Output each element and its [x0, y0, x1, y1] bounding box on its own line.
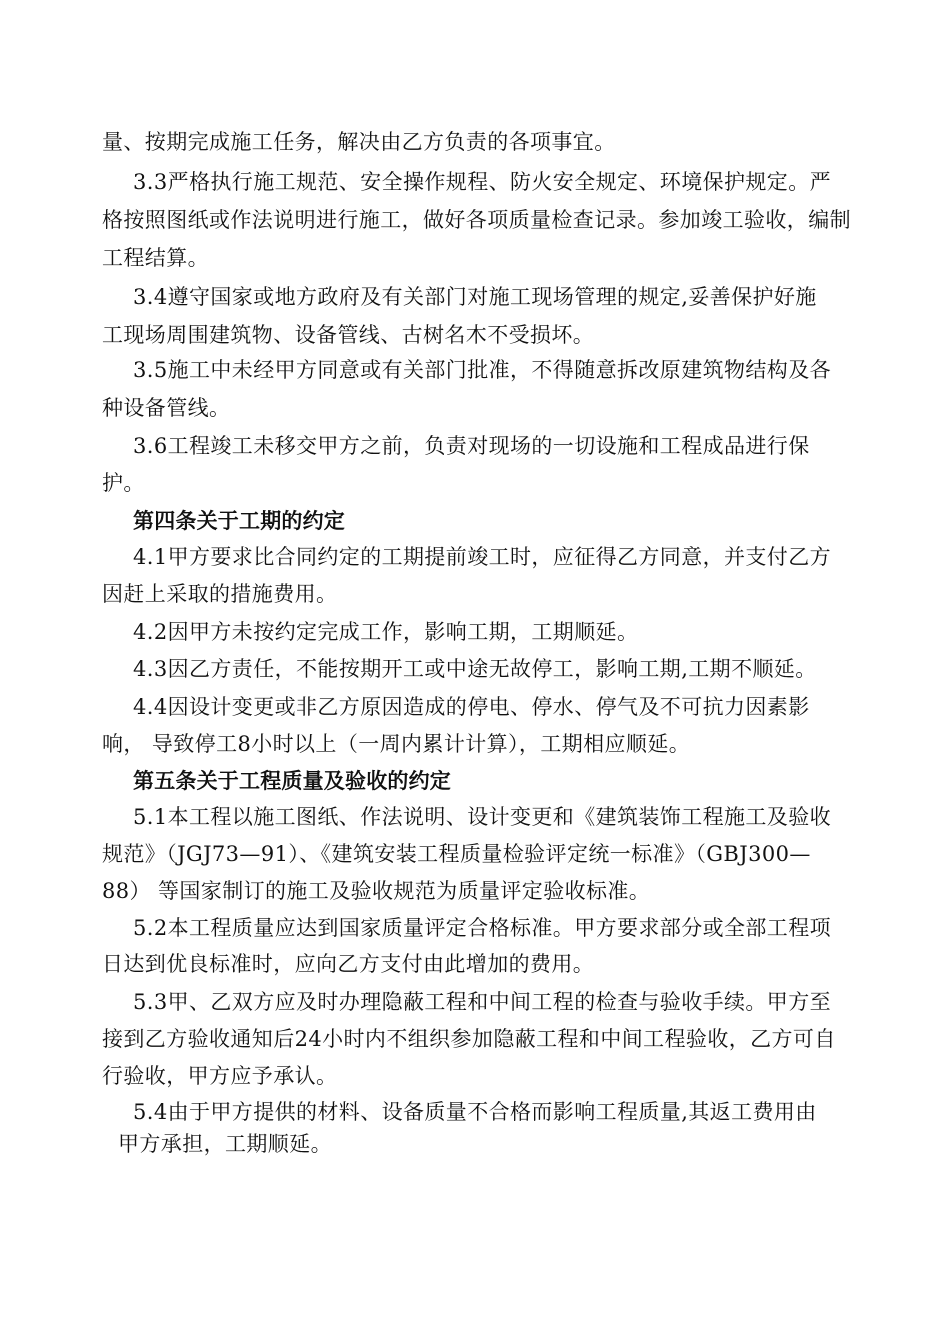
text-line: 种设备管线。 — [102, 396, 231, 420]
text-line: 因赶上采取的措施费用。 — [102, 582, 338, 606]
text-line: 3.5施工中未经甲方同意或有关部门批准，不得随意拆改原建筑物结构及各 — [133, 358, 831, 382]
text-line: 工现场周围建筑物、设备管线、古树名木不受损坏。 — [102, 323, 595, 347]
text-line: 接到乙方验收通知后24小时内不组织参加隐蔽工程和中间工程验收，乙方可自 — [102, 1027, 836, 1051]
text-line: 格按照图纸或作法说明进行施工，做好各项质量检查记录。参加竣工验收，编制 — [102, 208, 851, 232]
text-line: 3.3严格执行施工规范、安全操作规程、防火安全规定、环境保护规定。严 — [133, 170, 831, 194]
text-line: 4.3因乙方责任，不能按期开工或中途无故停工，影响工期,工期不顺延。 — [133, 657, 817, 681]
text-line: 护。 — [102, 471, 145, 495]
text-line: 响， 导致停工8小时以上（一周内累计计算），工期相应顺延。 — [102, 732, 691, 756]
text-line: 4.1甲方要求比合同约定的工期提前竣工时，应征得乙方同意，并支付乙方 — [133, 545, 831, 569]
text-line: 规范》（JGJ73—91）、《建筑安装工程质量检验评定统一标准》（GBJ300— — [102, 842, 811, 866]
text-line: 量、按期完成施工任务，解决由乙方负责的各项事宜。 — [102, 130, 616, 154]
text-line: 3.6工程竣工未移交甲方之前，负责对现场的一切设施和工程成品进行保 — [133, 434, 810, 458]
text-line: 88） 等国家制订的施工及验收规范为质量评定验收标准。 — [102, 879, 651, 903]
section-heading: 第五条关于工程质量及验收的约定 — [133, 769, 451, 793]
text-line: 4.2因甲方未按约定完成工作，影响工期，工期顺延。 — [133, 620, 639, 644]
text-line: 工程结算。 — [102, 246, 209, 270]
text-line: 行验收，甲方应予承认。 — [102, 1064, 338, 1088]
text-line: 5.1本工程以施工图纸、作法说明、设计变更和《建筑装饰工程施工及验收 — [133, 805, 831, 829]
text-line: 5.2本工程质量应达到国家质量评定合格标准。甲方要求部分或全部工程项 — [133, 916, 831, 940]
text-line: 日达到优良标准时，应向乙方支付由此增加的费用。 — [102, 952, 595, 976]
text-line: 5.4由于甲方提供的材料、设备质量不合格而影响工程质量,其返工费用由 — [133, 1100, 817, 1124]
section-heading: 第四条关于工期的约定 — [133, 509, 345, 533]
text-line: 3.4遵守国家或地方政府及有关部门对施工现场管理的规定,妥善保护好施 — [133, 285, 817, 309]
text-line: 甲方承担，工期顺延。 — [118, 1132, 332, 1156]
text-line: 5.3甲、乙双方应及时办理隐蔽工程和中间工程的检查与验收手续。甲方至 — [133, 990, 831, 1014]
text-line: 4.4因设计变更或非乙方原因造成的停电、停水、停气及不可抗力因素影 — [133, 695, 810, 719]
